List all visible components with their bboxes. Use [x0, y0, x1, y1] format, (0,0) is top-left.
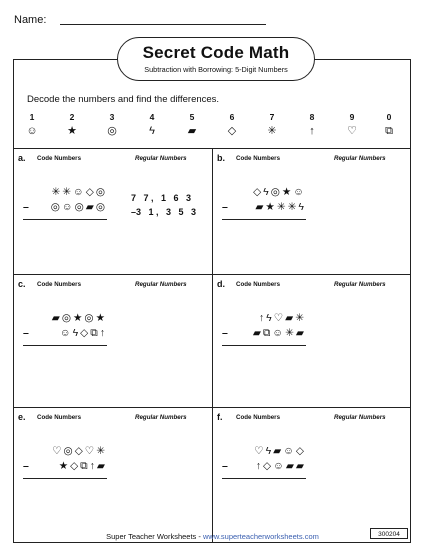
code-problem [23, 311, 107, 346]
key-item-5 [180, 112, 204, 138]
regular-numbers-header: Regular Numbers [334, 414, 386, 421]
problem-cell [13, 408, 212, 534]
name-label: Name: [14, 14, 47, 26]
answer-line[interactable] [222, 345, 306, 346]
code-top-row: ↑ϟ♡▰✳ [258, 312, 306, 324]
code-bottom-symbols: ★◇⧉↑▰ [58, 460, 107, 472]
answer-line[interactable] [23, 219, 107, 220]
key-digit: 8 [309, 112, 315, 122]
regular-numbers-header: Regular Numbers [135, 414, 187, 421]
parallelogram-icon: ▰ [187, 125, 197, 137]
minus-sign: – [222, 327, 228, 339]
page-subtitle: Subtraction with Borrowing: 5-Digit Numbers [144, 65, 288, 74]
key-digit: 0 [386, 112, 392, 122]
answer-line[interactable] [222, 478, 306, 479]
key-digit: 6 [229, 112, 235, 122]
key-digit: 7 [269, 112, 275, 122]
footer-url[interactable]: www.superteacherworksheets.com [202, 532, 319, 541]
code-top-row: ♡ϟ▰☺◇ [254, 445, 306, 457]
code-top-row: ▰◎★◎★ [51, 312, 107, 324]
heart-icon: ♡ [347, 125, 357, 137]
code-bottom-symbols: ↑◇☺▰▰ [255, 460, 306, 472]
minus-sign: – [23, 460, 29, 472]
code-top-row: ♡◎◇♡✳ [52, 445, 107, 457]
key-item-8 [300, 112, 324, 138]
key-digit: 9 [349, 112, 355, 122]
code-bottom-row [23, 200, 107, 215]
answer-line[interactable] [222, 219, 306, 220]
lightning-icon: ϟ [149, 125, 155, 137]
key-item-0 [377, 112, 401, 138]
footer-brand: Super Teacher Worksheets - [106, 532, 203, 541]
minus-sign: – [222, 460, 228, 472]
name-row [14, 14, 46, 26]
problem-cell [212, 408, 411, 534]
minus-sign: – [131, 207, 137, 217]
key-digit: 2 [69, 112, 75, 122]
instructions: Decode the numbers and find the differences. [27, 94, 220, 105]
problem-letter: c. [18, 279, 26, 289]
key-item-3 [100, 112, 124, 138]
regular-numbers-header: Regular Numbers [334, 281, 386, 288]
code-numbers-header: Code Numbers [37, 414, 82, 421]
code-problem [222, 311, 306, 346]
answer-line[interactable] [23, 478, 107, 479]
key-digit: 1 [29, 112, 35, 122]
code-problem [222, 185, 306, 220]
key-digit: 5 [189, 112, 195, 122]
problem-letter: e. [18, 412, 26, 422]
regular-bottom-row [131, 205, 199, 219]
problem-letter: a. [18, 153, 26, 163]
smiley-icon: ☺ [26, 125, 38, 137]
asterisk-icon: ✳ [267, 125, 277, 137]
code-numbers-header: Code Numbers [37, 281, 82, 288]
key-item-1 [20, 112, 44, 138]
arrow-up-icon: ↑ [309, 125, 315, 137]
code-problem [23, 185, 107, 220]
code-bottom-row [23, 459, 107, 474]
regular-bottom-digits: 3 1, 3 5 3 [136, 207, 199, 217]
spiral-icon: ◎ [107, 125, 117, 137]
minus-sign: – [23, 327, 29, 339]
squares-icon: ⧉ [385, 125, 393, 137]
code-bottom-symbols: ☺ϟ◇⧉↑ [59, 327, 107, 339]
code-bottom-row [222, 326, 306, 341]
problem-cell [212, 149, 411, 275]
code-top-row: ✳✳☺◇◎ [51, 186, 107, 198]
key-digit: 3 [109, 112, 115, 122]
answer-line[interactable] [23, 345, 107, 346]
key-item-4 [140, 112, 164, 138]
code-bottom-symbols: ▰⧉☺✳▰ [252, 327, 306, 339]
key-digit: 4 [149, 112, 155, 122]
key-item-7 [260, 112, 284, 138]
code-numbers-header: Code Numbers [236, 155, 281, 162]
code-key [26, 112, 393, 144]
code-numbers-header: Code Numbers [236, 414, 281, 421]
code-problem [23, 444, 107, 479]
worksheet-code: 300204 [370, 528, 408, 539]
title-box [117, 37, 315, 81]
problem-cell [212, 275, 411, 401]
code-numbers-header: Code Numbers [37, 155, 82, 162]
regular-top-row: 7 7, 1 6 3 [131, 193, 194, 203]
minus-sign: – [23, 201, 29, 213]
problem-grid [13, 148, 411, 542]
code-bottom-symbols: ▰★✳✳ϟ [255, 201, 306, 213]
key-item-6 [220, 112, 244, 138]
code-numbers-header: Code Numbers [236, 281, 281, 288]
problem-cell [13, 275, 212, 401]
problem-cell [13, 149, 212, 275]
key-item-2 [60, 112, 84, 138]
code-problem [222, 444, 306, 479]
regular-numbers-header: Regular Numbers [135, 155, 187, 162]
problem-letter: f. [217, 412, 223, 422]
regular-numbers-header: Regular Numbers [135, 281, 187, 288]
diamond-icon: ◇ [227, 125, 237, 137]
code-top-row: ◇ϟ◎★☺ [253, 186, 306, 198]
code-bottom-row [23, 326, 107, 341]
problem-letter: b. [217, 153, 225, 163]
code-bottom-symbols: ◎☺◎▰◎ [50, 201, 107, 213]
code-bottom-row [222, 459, 306, 474]
page-title: Secret Code Math [142, 43, 290, 62]
name-line[interactable] [60, 24, 266, 25]
regular-numbers-header: Regular Numbers [334, 155, 386, 162]
minus-sign: – [222, 201, 228, 213]
problem-letter: d. [217, 279, 225, 289]
code-bottom-row [222, 200, 306, 215]
footer [0, 532, 425, 541]
key-item-9 [340, 112, 364, 138]
star-icon: ★ [67, 125, 77, 137]
regular-problem [131, 191, 199, 219]
